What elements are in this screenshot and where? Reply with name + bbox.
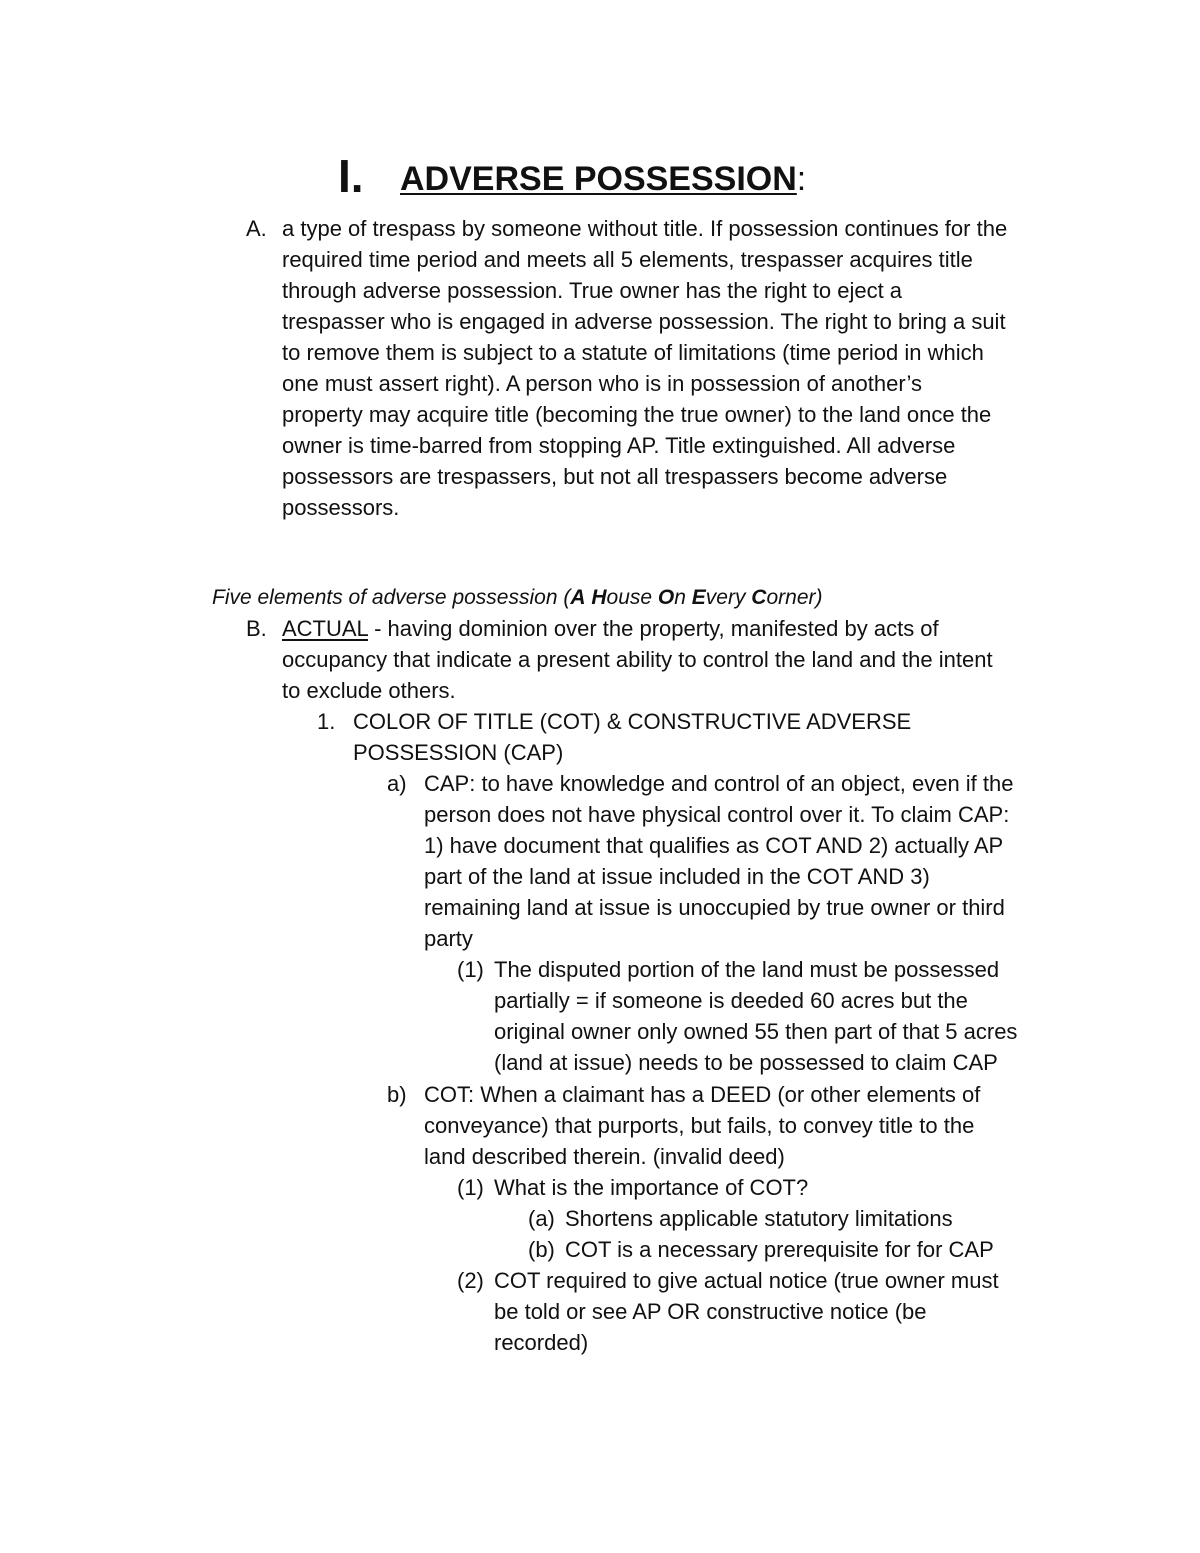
mnemonic-rest: very	[705, 586, 752, 609]
five-elements-heading	[212, 582, 823, 613]
item-b1-line: What is the importance of COT?	[494, 1175, 809, 1200]
item-1-line: COLOR OF TITLE (COT) & CONSTRUCTIVE ADVERSE	[353, 709, 912, 734]
item-a-line: person does not have physical control over it. To claim CAP:	[424, 802, 1010, 827]
heading-colon: :	[796, 160, 807, 198]
item-b-line: land described therein. (invalid deed)	[424, 1144, 785, 1169]
heading-title-text: ADVERSE POSSESSION	[400, 160, 797, 198]
item-b1-marker: (1)	[457, 1175, 484, 1200]
section-a-line: trespasser who is engaged in adverse possession. The right to bring a suit	[282, 309, 1006, 334]
five-elements-suffix: )	[815, 586, 823, 609]
item-a-line: 1) have document that qualifies as COT AND 2) actually AP	[424, 833, 1004, 858]
heading-number: I.	[338, 150, 364, 202]
section-a-line: a type of trespass by someone without title. If possession continues for the	[282, 216, 1008, 241]
section-b-definition: - having dominion over the property, manifested by acts of	[367, 616, 939, 641]
item-a-line: part of the land at issue included in the COT AND 3)	[424, 864, 930, 889]
section-a-line: possessors.	[282, 495, 400, 520]
heading-title	[400, 156, 806, 202]
item-a-line: party	[424, 926, 473, 951]
mnemonic-letter: A	[570, 586, 586, 609]
section-a-line: one must assert right). A person who is in possession of another’s	[282, 371, 922, 396]
mnemonic-rest: n	[674, 586, 692, 609]
item-1-marker: 1.	[317, 709, 336, 734]
item-b2-line: recorded)	[494, 1330, 589, 1355]
item-b-line: conveyance) that purports, but fails, to convey title to the	[424, 1113, 975, 1138]
section-a-line: property may acquire title (becoming the true owner) to the land once the	[282, 402, 992, 427]
item-a-line: CAP: to have knowledge and control of an object, even if the	[424, 771, 1014, 796]
mnemonic-letter: O	[657, 586, 675, 609]
item-a-marker: a)	[387, 771, 407, 796]
section-b-line: occupancy that indicate a present ability to control the land and the intent	[282, 647, 993, 672]
section-a-line: through adverse possession. True owner has the right to eject a	[282, 278, 903, 303]
section-a-line: possessors are trespassers, but not all trespassers become adverse	[282, 464, 948, 489]
item-b2-line: be told or see AP OR constructive notice (be	[494, 1299, 927, 1324]
item-b1b-line: COT is a necessary prerequisite for for CAP	[565, 1237, 994, 1262]
item-b1b-marker: (b)	[528, 1237, 555, 1262]
item-b2-line: COT required to give actual notice (true owner must	[494, 1268, 999, 1293]
item-a1-marker: (1)	[457, 957, 484, 982]
mnemonic-letter: C	[751, 586, 767, 609]
section-b-term: ACTUAL	[282, 616, 368, 641]
item-b-marker: b)	[387, 1082, 407, 1107]
item-b-line: COT: When a claimant has a DEED (or other elements of	[424, 1082, 981, 1107]
item-a1-line: partially = if someone is deeded 60 acres but the	[494, 988, 968, 1013]
mnemonic-rest: orner	[766, 586, 816, 609]
item-b1a-line: Shortens applicable statutory limitations	[565, 1206, 953, 1231]
section-b-marker: B.	[246, 616, 267, 641]
item-b1a-marker: (a)	[528, 1206, 555, 1231]
section-b-line	[282, 613, 939, 644]
section-a-line: required time period and meets all 5 elements, trespasser acquires title	[282, 247, 973, 272]
mnemonic-letter: H	[591, 586, 607, 609]
item-a1-line: The disputed portion of the land must be possessed	[494, 957, 1000, 982]
item-a-line: remaining land at issue is unoccupied by true owner or third	[424, 895, 1005, 920]
item-b2-marker: (2)	[457, 1268, 484, 1293]
item-a1-line: original owner only owned 55 then part of that 5 acres	[494, 1019, 1018, 1044]
item-a1-line: (land at issue) needs to be possessed to claim CAP	[494, 1050, 998, 1075]
item-1-line: POSSESSION (CAP)	[353, 740, 564, 765]
section-a-line: owner is time-barred from stopping AP. Title extinguished. All adverse	[282, 433, 956, 458]
five-elements-prefix: Five elements of adverse possession (	[212, 586, 571, 609]
section-b-line: to exclude others.	[282, 678, 456, 703]
mnemonic-letter: E	[691, 586, 706, 609]
section-a-line: to remove them is subject to a statute of limitations (time period in which	[282, 340, 984, 365]
section-a-marker: A.	[246, 216, 267, 241]
mnemonic-rest: ouse	[606, 586, 658, 609]
